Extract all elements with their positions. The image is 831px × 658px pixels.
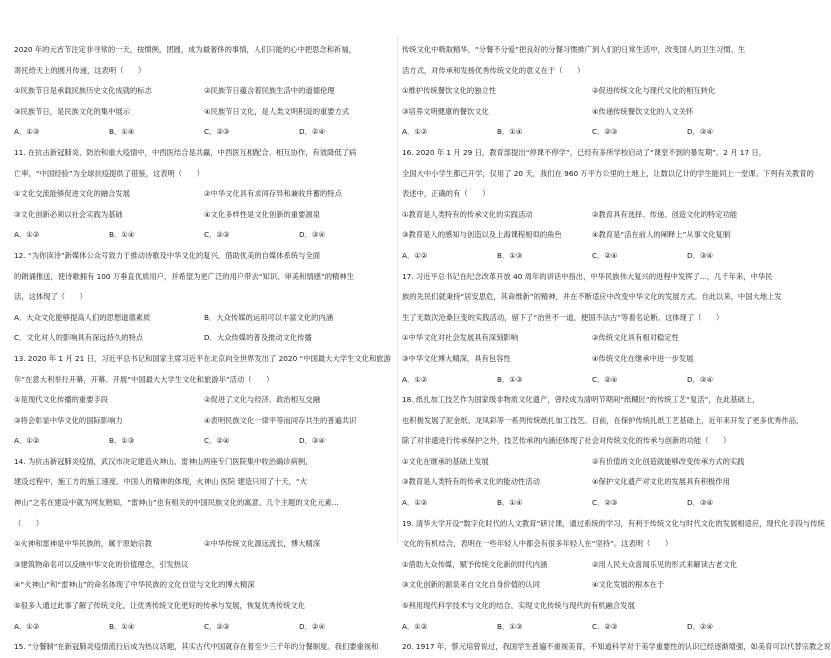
answer-choice: B．①④ [109,621,135,631]
answer-choice: C．②④ [592,374,618,384]
statement-option: ④文化发展的根本在于 [592,580,665,590]
answer-choice: B．①④ [109,230,135,240]
text-line: 建设过程中，施工方的施工速度、中国人的精神的体现，火神山 医院 建造只用了十天，“火 [14,477,307,487]
answer-choices [402,246,782,267]
statement-option: ①借助大众传媒，赋予传统文化新的时代内涵 [402,559,548,569]
statement-option: ③教育是人类特有的传承文化的能动性活动 [402,477,540,487]
statement-option: ②用人民大众喜闻乐见的形式来解读古老文化 [592,559,738,569]
statement-option: ①维护传统餐饮文化的独立性 [402,86,497,96]
answer-choice: A．①② [14,436,40,446]
text-line: ④“火神山”和“雷神山”的命名体现了中华民族的文化自觉与文化的博大精深 [14,580,255,590]
text-line: 的朗诵推送，使诗歌拥有 100 万垂直优质用户，并希望为更广泛的用户带去“知识、审美和情感”的精神生 [14,271,354,281]
statement-option: ①民族节日是承载民族历史文化成就的标志 [14,86,152,96]
statement-option: ②促进传统文化与现代文化的相互转化 [592,86,716,96]
text-line: 14. 为抗击新冠肺炎疫情，武汉市决定建造火神山、雷神山两座专门医院集中收治确诊病例， [14,456,313,466]
answer-choice: B．①③ [497,374,523,384]
right-column [402,40,831,658]
option-row [14,81,394,102]
option-row [14,390,394,411]
text-line: ⑤很多人通过此事了解了传统文化，让优秀传统文化更好的传承与发展，恢复优秀传统文化 [14,601,306,611]
text-line: （ ） [14,518,44,528]
answer-choice: D．②④ [687,621,713,631]
text-line: 15. “分餐制”在新冠肺炎疫情流行后成为热议话题，其实古代中国就存在着至少三千年的分餐制度。我们要重视和 [14,642,379,652]
statement-option: B．大众传媒的运用可以丰富文化的内涵 [204,312,334,322]
option-row [402,328,782,349]
option-row [14,534,394,555]
statement-option: ①火神和雷神是中华民族的，属于原始宗教 [14,539,152,549]
statement-option: ②有价值的文化创造就能够改变传承方式的实践 [592,456,745,466]
text-line: 2020 年的元宵节注定非寻常的一天，按惯例，团圆，成为最奢侈的事情，人们只能的心中把思念和祈福， [14,45,356,54]
answer-choice: A．①② [14,230,40,240]
answer-choice: A．①② [402,250,428,260]
statement-option: C．文化对人的影响具有深远持久的特点 [14,333,144,343]
answer-choice: C．②④ [204,436,230,446]
statement-option: ①是现代文化传播的重要手段 [14,395,109,405]
text-line: 也积极发展了泥金纸、龙凤彩等一系列传统纸扎加工技艺。目前，在保护传统扎纸工艺基础上，近年来开发了更多优秀作品， [402,415,804,425]
statement-option: ③文化创新的源泉来自文化自身价值的认同 [402,580,540,590]
left-column [14,40,394,658]
statement-option: ②传统文化具有相对稳定性 [592,333,679,343]
option-row [14,308,394,329]
statement-option: ④表明民族文化一律平等而同存共生的普遍共识 [204,415,357,425]
statement-option: A．大众文化能够提高人们的思想道德素质 [14,312,151,322]
answer-choice: D．③④ [299,436,325,446]
answer-choice: D．③④ [687,250,713,260]
option-row [14,411,394,432]
statement-option: ②促进了文化与经济、政治相互交融 [204,395,320,405]
statement-option: ①教育是人类特有的传承文化的实践活动 [402,209,533,219]
text-line: 族的先民们就秉持“居安思危，其命维新”的精神，并在不断适应中改变中华文化的发展方式。自此以来，中国大地上发 [402,292,782,302]
answer-choice: B．①③ [109,436,135,446]
text-line: 除了对非遗进行传承保护之外，技艺传承的内涵还体现了社会对传统文化的传承与创新的功能（ ） [402,436,731,446]
option-row [14,102,394,123]
option-row [402,349,782,370]
answer-choice: D．②④ [299,127,325,137]
statement-option: ③民族节日，是民族文化的集中展示 [14,106,130,116]
statement-option: ③中华文化博大精深，具有包容性 [402,353,511,363]
answer-choice: C．②③ [592,498,618,508]
answer-choice: B．①④ [109,127,135,137]
answer-choice: C．②③ [592,127,618,137]
statement-option: ④保护文化遗产对文化的发展具有积极作用 [592,477,730,487]
statement-option: ④传统文化在继承中进一步发展 [592,353,694,363]
answer-choice: D．③④ [687,498,713,508]
answer-choices [14,122,394,143]
answer-choice: B．①③ [497,621,523,631]
text-line: ⑤利用现代科学技术与文化的结合，实现文化传统与现代的有机融合发展 [402,601,635,611]
statement-option: ④传递传统餐饮文化的人文关怀 [592,106,694,116]
answer-choices [402,617,782,638]
answer-choice: A．①② [402,127,428,137]
answer-choice: B．①④ [497,127,523,137]
text-line: 传统文化中吸取精华，“分餐不分爱”把良好的分餐习惯推广到人们的日常生活中，改变国人的卫生习惯、生 [402,45,746,54]
answer-choice: D．②④ [299,621,325,631]
text-line: 17. 习近平总书记在纪念改革开放 40 周年的讲话中指出，中华民族伟大复兴的进程中发挥了...，几千年来，中华民 [402,271,773,281]
answer-choice: D．③④ [299,230,325,240]
text-line: 19. 清华大学开设“数字化时代的人文教育”研讨课，通过系统的学习，有利于传统文化与时代文化的发展相适应，现代化手段与传统 [402,518,825,528]
statement-option: ④教育是“活在前人的阐释上”从事文化复制 [592,230,731,240]
statement-option: D．大众传媒的普及推动文化传播 [204,333,312,343]
answer-choices [402,122,782,143]
text-line: 年”在意大利举行开幕，开幕。开展“中国最大大学生文化和旅游年”活动（ ） [14,374,274,384]
text-line: 活方式，对传承和发扬优秀传统文化的意义在于（ ） [402,65,585,75]
answer-choices [402,370,782,391]
answer-choice: A．①② [402,498,428,508]
statement-option: ①文化交流能够促进文化的融合发展 [14,189,130,199]
statement-option: ④民族节日文化，是人类文明积淀的重要方式 [204,106,350,116]
text-line: 20. 1917 年，蔡元培曾说过，我国学生普遍不重视美育，不知道科学对于美学重要性的认识已经逐渐增强，如美育可以代替宗教之说 [402,642,831,652]
answer-choices [14,431,394,452]
answer-choices [402,493,782,514]
option-row [14,184,394,205]
column-divider [397,36,398,542]
text-line: ③建筑物命名可以反映中华文化的价值理念，引发热议 [14,559,189,569]
answer-choice: A．①③ [14,127,40,137]
option-row [402,205,782,226]
text-line: 活，这体现了（ ） [14,292,87,302]
text-line: 13. 2020 年 1 月 21 日，习近平总书记和国家主席习近平在北京向全世界发出了 2020 “中国最大大学生文化和旅游 [14,353,391,363]
statement-option: ①中华文化对社会发展具有深刻影响 [402,333,518,343]
option-row [402,575,782,596]
statement-option: ①文化在继承的基础上发展 [402,456,489,466]
answer-choice: C．②③ [204,127,230,137]
option-row [402,102,782,123]
option-row [402,472,782,493]
answer-choices [14,617,394,638]
text-line: 文化的有机结合，表明在一些年轻人中都会有很多年轻人在“坚持”。这表明（ ） [402,539,673,549]
text-line: 18. 纸扎加工技艺作为国家级非物质文化遗产，曾经成为清明节期间“纸糊匠”的传统工艺“复活”，在此基础上， [402,395,760,405]
option-row [14,328,394,349]
answer-choice: A．①② [14,621,40,631]
statement-option: ②教育具有选择、传递、创造文化的特定功能 [592,209,738,219]
statement-option: ③文化创新必须以社会实践为基础 [14,209,123,219]
statement-option: ②中华文化具有求同存异和兼收并蓄的特点 [204,189,342,199]
statement-option: ③培养文明健康的餐饮文化 [402,106,489,116]
text-line: 16. 2020 年 1 月 29 日，教育部提出“停课不停学”，已经有多所学校启动了“课堂不到的暴发期”。2 月 17 日， [402,147,767,157]
answer-choice: B．①④ [497,498,523,508]
statement-option: ②民族节日蕴含着民族生活中的道德伦理 [204,86,335,96]
text-line: 全国大中小学生都已开学，仅用了 20 天，我们在 960 万平方公里的土地上，让数以亿计的学生能同上一堂课。下列有关教育的 [402,168,814,178]
option-row [14,205,394,226]
answer-choice: C．②③ [204,621,230,631]
answer-choice: C．②③ [204,230,230,240]
text-line: 表述中，正确的有（ ） [402,189,490,199]
answer-choice: A．①② [402,621,428,631]
text-line: 生了无数次沧桑巨变的实践活动，留下了“治世不一道，便国不法古”等着名论断。这体现了（ ） [402,312,724,322]
text-line: 亡率，“中国经验”为全球抗疫提供了借鉴，这表明（ ） [14,168,204,178]
answer-choice: A．①② [402,374,428,384]
statement-option: ②中华传统文化源远流长，博大精深 [204,539,320,549]
option-row [402,81,782,102]
text-line: 11. 在抗击新冠肺炎、防治和重大疫情中，中西医结合是共赢，中西医互相配合、相互协作，有效降低了病 [14,147,357,157]
answer-choice: C．②③ [592,621,618,631]
answer-choices [14,225,394,246]
answer-choice: B．①③ [497,250,523,260]
option-row [402,555,782,576]
option-row [402,225,782,246]
option-row [402,452,782,473]
answer-choice: D．③④ [687,374,713,384]
text-line: 神山”之名在建设中就为网友熟知，“雷神山”也有相关的中国民族文化的寓意。几个主题的文化元素... [14,498,339,508]
statement-option: ③将会彰显中华文化的国际影响力 [14,415,123,425]
text-line: 12. “为你读诗”新媒体公众号致力于推动诗歌及中华文化的复兴，借助优美的自媒体系统与全面 [14,250,321,260]
statement-option: ④文化多样性是文化创新的重要源泉 [204,209,320,219]
text-line: 寄托给天上的圆月传递，这表明（ ） [14,65,146,75]
answer-choice: D．③④ [687,127,713,137]
statement-option: ③教育是人的感知与创造以及上海课程相似的角色 [402,230,562,240]
answer-choice: C．②④ [592,250,618,260]
